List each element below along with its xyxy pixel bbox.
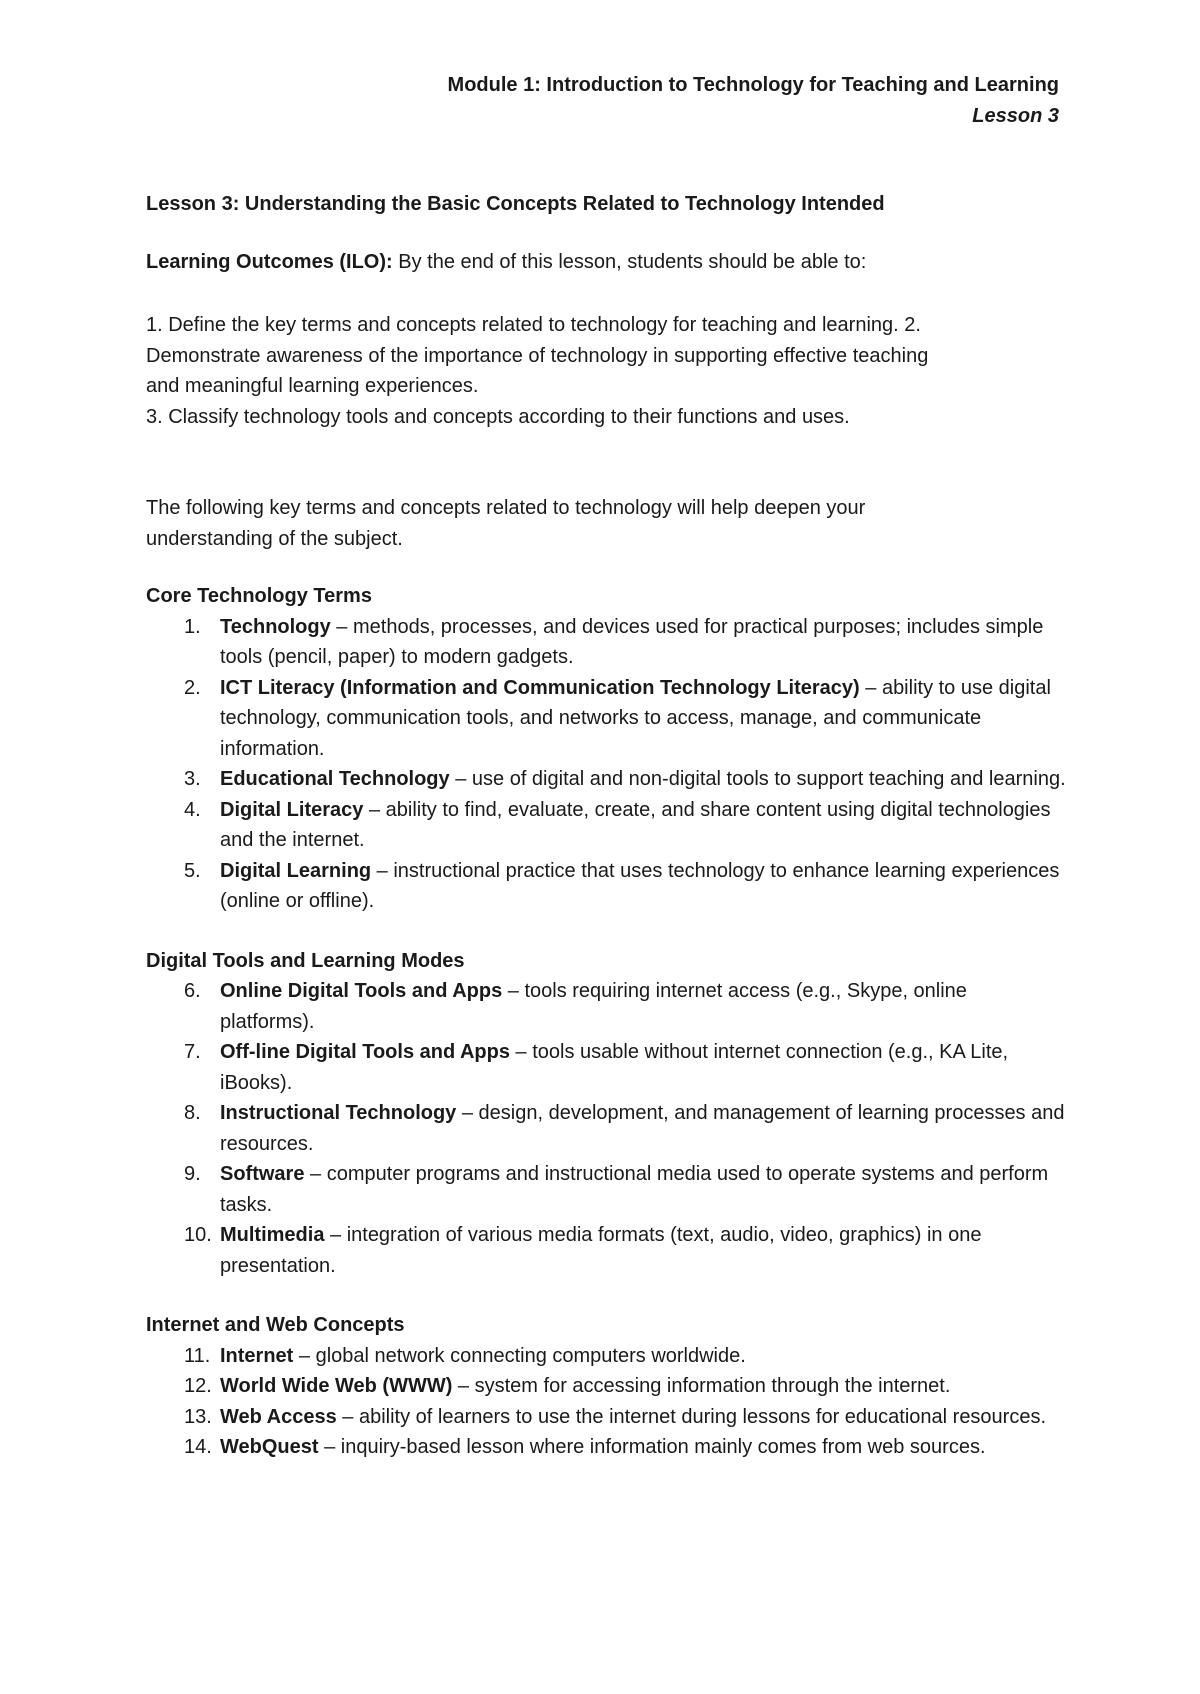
term-definition: – computer programs and instructional media used to operate systems and perform tasks.	[220, 1163, 1049, 1216]
term-item	[146, 673, 1066, 765]
term-definition: – ability to find, evaluate, create, and share content using digital technologies and the internet.	[220, 798, 1051, 851]
term-number: 1.	[184, 615, 201, 638]
objective-line: Demonstrate awareness of the importance of technology in supporting effective teaching	[146, 344, 929, 367]
term-item	[146, 764, 1066, 795]
term-definition: – instructional practice that uses technology to enhance learning experiences (online or offline).	[220, 859, 1060, 912]
term-name: Internet	[220, 1344, 294, 1367]
term-item	[146, 795, 1066, 856]
term-definition: – global network connecting computers worldwide.	[293, 1344, 746, 1367]
term-definition: – design, development, and management of learning processes and resources.	[220, 1102, 1065, 1155]
term-definition: – integration of various media formats (text, audio, video, graphics) in one presentation.	[220, 1224, 982, 1277]
term-number: 6.	[184, 980, 201, 1002]
learning-outcomes-label: Learning Outcomes (ILO):	[146, 250, 393, 273]
term-name: Software	[220, 1163, 305, 1185]
term-definition: – tools requiring internet access (e.g., Skype, online platforms).	[220, 980, 967, 1033]
term-number: 14.	[184, 1436, 212, 1458]
term-number: 2.	[184, 676, 201, 699]
term-name: Educational Technology	[220, 768, 450, 790]
term-definition: – use of digital and non-digital tools to support teaching and learning.	[449, 768, 1066, 790]
term-name: Online Digital Tools and Apps	[220, 980, 503, 1002]
objectives-list	[146, 310, 1066, 432]
section-title-digital-tools: Digital Tools and Learning Modes	[146, 949, 465, 972]
term-number: 4.	[184, 798, 201, 821]
term-name: Technology	[220, 615, 331, 638]
term-item	[146, 1098, 1066, 1159]
term-name: Multimedia	[220, 1224, 325, 1246]
term-item	[146, 1341, 1066, 1372]
term-number: 3.	[184, 768, 201, 790]
objective-line: and meaningful learning experiences.	[146, 375, 479, 397]
intro-line: understanding of the subject.	[146, 527, 403, 550]
term-name: World Wide Web (WWW)	[220, 1375, 453, 1397]
term-item	[146, 1037, 1066, 1098]
term-item	[146, 1159, 1066, 1220]
term-definition: – ability of learners to use the internet during lessons for educational resources.	[336, 1405, 1047, 1428]
term-list	[146, 976, 1066, 1281]
term-number: 10.	[184, 1224, 212, 1246]
term-item	[146, 976, 1066, 1037]
term-item	[146, 856, 1066, 917]
term-number: 5.	[184, 859, 201, 882]
term-item	[146, 1371, 1066, 1402]
term-item	[146, 612, 1066, 673]
term-name: Web Access	[220, 1405, 337, 1428]
term-number: 13.	[184, 1405, 212, 1428]
term-number: 9.	[184, 1163, 201, 1185]
term-list	[146, 1341, 1066, 1463]
document-body	[146, 189, 1066, 1492]
lesson-label: Lesson 3	[972, 105, 1059, 127]
term-name: Off-line Digital Tools and Apps	[220, 1041, 510, 1063]
term-definition: – methods, processes, and devices used for practical purposes; includes simple tools (pencil, paper) to modern gadgets.	[220, 615, 1044, 668]
term-name: Instructional Technology	[220, 1102, 457, 1124]
term-item	[146, 1220, 1066, 1281]
term-item	[146, 1402, 1066, 1433]
section-title-internet-web: Internet and Web Concepts	[146, 1314, 405, 1336]
term-item	[146, 1432, 1066, 1463]
objective-line: 3. Classify technology tools and concepts according to their functions and uses.	[146, 405, 850, 428]
term-name: WebQuest	[220, 1436, 319, 1458]
term-name: Digital Literacy	[220, 798, 364, 821]
term-number: 11.	[184, 1344, 211, 1367]
page-header	[448, 70, 1059, 132]
term-number: 7.	[184, 1041, 201, 1063]
term-number: 8.	[184, 1102, 201, 1124]
term-definition: – tools usable without internet connection (e.g., KA Lite, iBooks).	[220, 1041, 1009, 1094]
learning-outcomes	[146, 247, 1066, 278]
term-list	[146, 612, 1066, 917]
term-name: ICT Literacy (Information and Communication Technology Literacy)	[220, 676, 860, 699]
section-title-core-technology-terms: Core Technology Terms	[146, 585, 372, 607]
term-definition: – system for accessing information through the internet.	[452, 1375, 951, 1397]
intro-paragraph	[146, 493, 1066, 554]
term-definition: – ability to use digital technology, communication tools, and networks to access, manage, and communicate information.	[220, 676, 1051, 760]
module-title: Module 1: Introduction to Technology for Teaching and Learning	[447, 74, 1059, 96]
lesson-heading: Lesson 3: Understanding the Basic Concepts Related to Technology Intended	[146, 193, 885, 215]
learning-outcomes-text: By the end of this lesson, students should be able to:	[392, 250, 867, 273]
term-number: 12.	[184, 1375, 212, 1397]
term-definition: – inquiry-based lesson where information mainly comes from web sources.	[318, 1436, 986, 1458]
term-name: Digital Learning	[220, 859, 372, 882]
objective-line: 1. Define the key terms and concepts related to technology for teaching and learning. 2.	[146, 314, 921, 336]
intro-line: The following key terms and concepts related to technology will help deepen your	[146, 497, 866, 519]
